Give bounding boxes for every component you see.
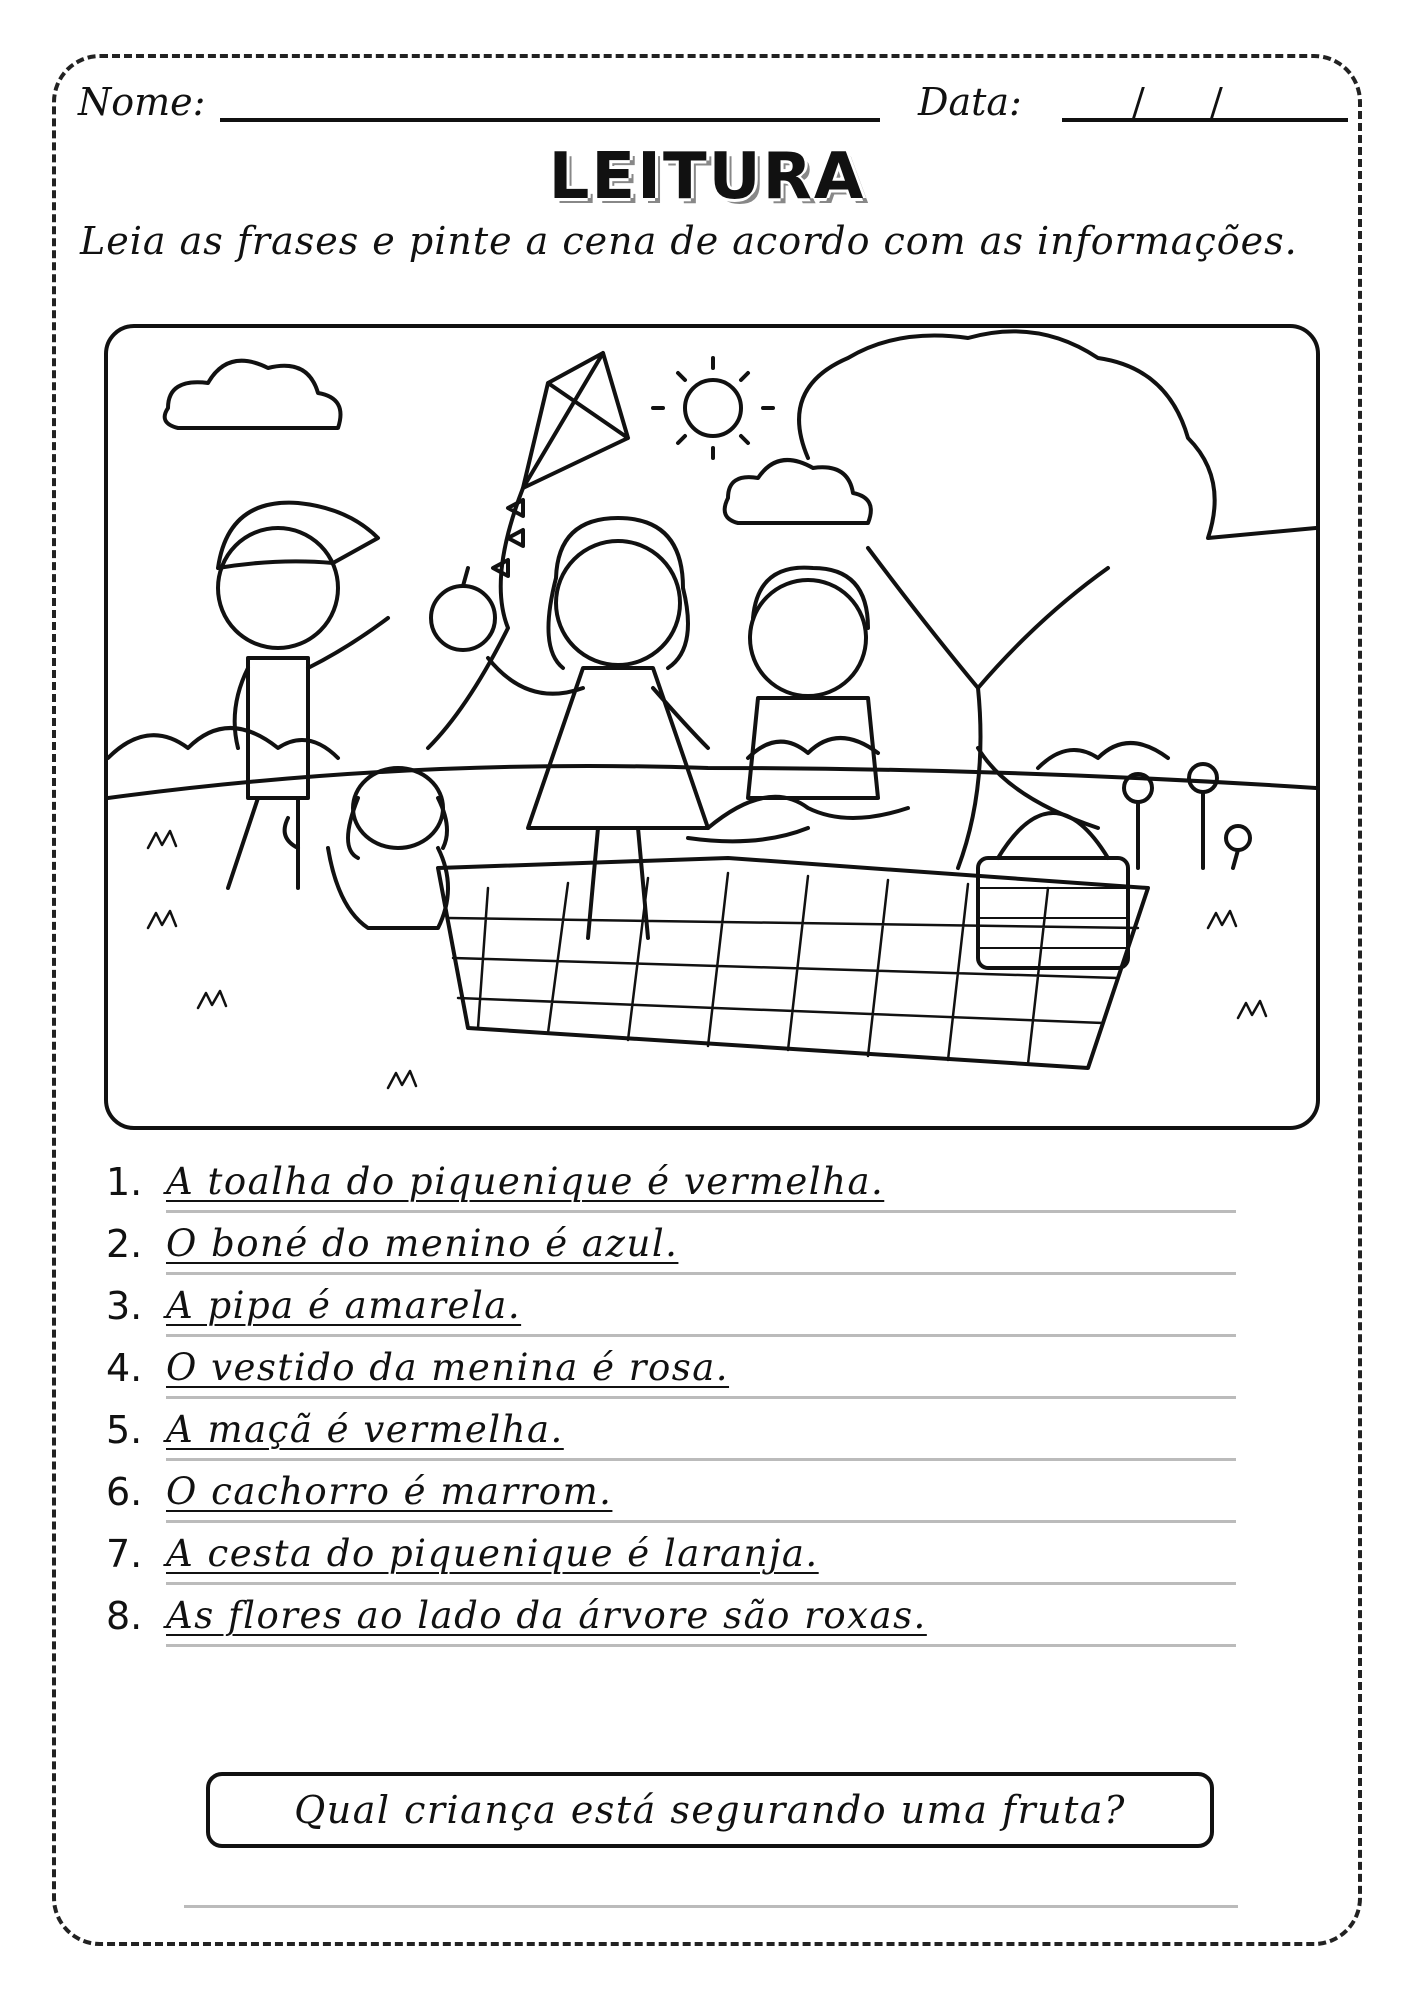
flower-stems xyxy=(1138,792,1238,868)
flower-3 xyxy=(1226,826,1250,850)
sentence-text: A cesta do piquenique é laranja. xyxy=(166,1532,819,1575)
sentence-item xyxy=(106,1346,1236,1408)
writing-line xyxy=(166,1644,1236,1647)
sentence-text: As flores ao lado da árvore são roxas. xyxy=(166,1594,927,1637)
picnic-basket xyxy=(978,858,1128,968)
sun xyxy=(685,380,741,436)
puppy-body xyxy=(328,848,448,928)
boy-seated-legs xyxy=(688,797,908,842)
writing-line xyxy=(166,1520,1236,1523)
date-slash-2: / xyxy=(1210,80,1223,124)
sentence-item xyxy=(106,1594,1236,1656)
name-label: Nome: xyxy=(78,80,206,124)
sentence-item xyxy=(106,1222,1236,1284)
date-label: Data: xyxy=(918,80,1022,124)
picnic-illustration xyxy=(108,328,1316,1126)
sentence-number: 8. xyxy=(106,1594,143,1638)
sentence-number: 3. xyxy=(106,1284,143,1328)
instruction-text: Leia as frases e pinte a cena de acordo com as informações. xyxy=(80,219,1298,263)
sentence-text: A toalha do piquenique é vermelha. xyxy=(166,1160,885,1203)
writing-line xyxy=(166,1396,1236,1399)
coloring-scene[interactable] xyxy=(104,324,1320,1130)
sentence-text: O vestido da menina é rosa. xyxy=(166,1346,730,1389)
cloud-middle xyxy=(725,460,871,523)
date-field[interactable] xyxy=(1062,118,1348,122)
sentence-text: A maçã é vermelha. xyxy=(166,1408,564,1451)
sentence-text: A pipa é amarela. xyxy=(166,1284,522,1327)
sentence-item xyxy=(106,1284,1236,1346)
date-slash-1: / xyxy=(1132,80,1145,124)
boy-seated-head xyxy=(750,580,866,696)
sentence-text: O cachorro é marrom. xyxy=(166,1470,613,1513)
sentence-item xyxy=(106,1160,1236,1222)
writing-line xyxy=(166,1334,1236,1337)
kite-bows xyxy=(493,500,523,576)
basket-handle xyxy=(998,813,1108,858)
boy-kite-head xyxy=(218,528,338,648)
bush-left xyxy=(108,728,338,758)
flower-2 xyxy=(1189,764,1217,792)
boy-cap xyxy=(218,503,378,568)
sentence-list xyxy=(106,1160,1236,1656)
sentence-item xyxy=(106,1470,1236,1532)
apple-stem xyxy=(463,568,468,586)
sentence-number: 4. xyxy=(106,1346,143,1390)
sun-rays xyxy=(653,358,773,458)
kite xyxy=(523,353,628,488)
grass-tufts xyxy=(148,831,1266,1088)
writing-line xyxy=(166,1210,1236,1213)
sentence-item xyxy=(106,1408,1236,1470)
girl-head xyxy=(556,541,680,665)
sentence-number: 5. xyxy=(106,1408,143,1452)
sentence-number: 2. xyxy=(106,1222,143,1266)
name-field[interactable] xyxy=(220,118,880,122)
page-title: LEITURA xyxy=(548,140,866,214)
puppy-head xyxy=(353,768,443,848)
boy-kite-legs xyxy=(228,798,298,888)
question-box: Qual criança está segurando uma fruta? xyxy=(206,1772,1214,1848)
tree-canopy xyxy=(799,331,1316,538)
bush-middle xyxy=(748,738,878,758)
picnic-blanket xyxy=(438,858,1148,1068)
cloud-left xyxy=(165,361,341,428)
writing-line xyxy=(166,1272,1236,1275)
basket-weave xyxy=(978,888,1128,948)
answer-line[interactable] xyxy=(184,1905,1238,1908)
sentence-number: 6. xyxy=(106,1470,143,1514)
horizon-line xyxy=(108,766,1316,798)
kite-string xyxy=(428,488,523,748)
writing-line xyxy=(166,1458,1236,1461)
sentence-item xyxy=(106,1532,1236,1594)
apple xyxy=(431,586,495,650)
bush-right xyxy=(1038,743,1168,768)
sentence-number: 1. xyxy=(106,1160,143,1204)
writing-line xyxy=(166,1582,1236,1585)
sentence-text: O boné do menino é azul. xyxy=(166,1222,679,1265)
sentence-number: 7. xyxy=(106,1532,143,1576)
